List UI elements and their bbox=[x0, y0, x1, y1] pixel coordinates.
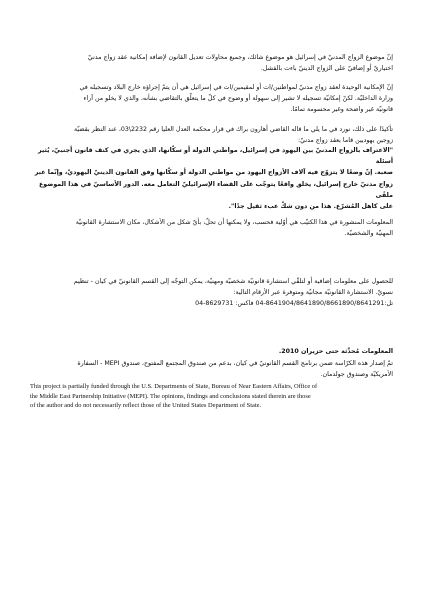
text-line: إنّ موضوع الزواج المدنيّ في إسرائيل هو موضوع شائك، وجميع محاولات تعديل القانون لإضافة إمكانية عقد زواج مدنيّ bbox=[87, 54, 393, 61]
text-line: تمّ إصدار هذه الكرّاسة ضمن برنامج القسم القانونيّ في كيان، بدعم من صندوق المجتمع المفتوح، صندوق MEPI - السفارة bbox=[77, 360, 393, 367]
funding-note-english bbox=[30, 382, 393, 411]
text-line: of the author and do not necessarily reflect those of the United States Department of State. bbox=[30, 402, 262, 410]
paragraph-court-ruling bbox=[30, 124, 393, 146]
text-line: إنّ الإمكانية الوحيدة لعقد زواج مدنيّ لمواطنين/ات أو لمقيمين/ات في إسرائيل هي أن يتمّ إجراؤه خارج البلاد وتسجيله في bbox=[79, 84, 393, 91]
text-line: الأمريكيّة وصندوق جولدمان. bbox=[320, 371, 393, 379]
text-line: نسويّ. الاستشارة القانونيّة مجانيّة ومتوفرة عبر الأرقام التالية: bbox=[233, 289, 393, 297]
contact-numbers: تل:8641904/8641890/8661890/8641291-04 فاكس: 8629731-04 bbox=[195, 300, 393, 308]
text-line: تأكيدًا على ذلك، نورد في ما يلي ما قاله القاضي أهارون براك في قرار محكمة العدل العليا رقم 2232\03، عند النظر بقضيّة bbox=[74, 126, 393, 133]
text-line: "الاعتراف بالزواج المدنيّ بين اليهود في إسرائيل، مواطني الدولة أو سكّانها، الذي يجري في كنف قانون أجنبيّ، يُثير أسئلة bbox=[38, 147, 393, 166]
text-line: زوجين يهوديين قاما بعقد زواج مدنيّ: bbox=[297, 137, 393, 145]
text-line: المهنيّة والشخصيّة. bbox=[344, 230, 393, 238]
paragraph-contact bbox=[30, 276, 393, 310]
paragraph-disclaimer bbox=[30, 217, 393, 239]
text-line: This project is partially funded through the U.S. Departments of State, Bureau of Near Eastern Affairs, Office of bbox=[30, 383, 318, 390]
funding-note-arabic bbox=[30, 358, 393, 380]
paragraph-civil-marriage-intro bbox=[30, 52, 393, 74]
text-line: المعلومات المنشورة في هذا الكتيّب هي أوّلية فحسب، ولا يمكنها أن تحلّ، بأيّ شكل من الأشكال، مكان الاستشارة القانونيّة bbox=[75, 219, 393, 226]
paragraph-abroad-registration bbox=[30, 82, 393, 116]
text-line: وزارة الداخليّة. لكنّ إمكانيّة تسجيله لا تشير إلى سهولة أو وضوح في كلّ ما يتعلّق بالتقاضي بشأنه، والذي لا يخلو من آراء bbox=[83, 95, 393, 103]
text-line: قانونيّة غير واضحة وغير محسومة تمامًا. bbox=[290, 106, 393, 114]
text-line: اختياريّ أو إضافيّ على الزواج الدينيّ باءت بالفشل. bbox=[260, 65, 393, 73]
text-line: على كاهل المُشرّع. هذا من دون شكّ عبء ثقيل جدًا". bbox=[228, 203, 393, 211]
text-line: the Middle East Partnership Initiative (MEPI). The opinions, findings and conclusions stated therein are those bbox=[30, 392, 311, 400]
text-line: للحصول على معلومات إضافية أو لتلقّي استشارة قانونيّة شخصيّة ومهنيّة، يمكن التوجّه إلى القسم القانونيّ في كيان - تنظيم bbox=[73, 278, 393, 285]
text-line: زواج مدنيّ خارج إسرائيل، يخلق واقعًا يتوجّب على القضاء الإسرائيليّ التعامل معه. الدور الأساسيّ في هذا الموضوع ملقًى bbox=[39, 180, 393, 199]
judge-quote bbox=[30, 145, 393, 212]
text-line: المعلومات مُحدَّثة حتى حزيران 2010. bbox=[278, 348, 393, 355]
updated-date bbox=[30, 346, 393, 357]
text-line: صعبة. إنّ وضعًا لا يتزوّج فيه آلاف الأزواج اليهود من مواطني الدولة أو سكّانها وفق القانون الدينيّ اليهوديّ، وإنّما عبر bbox=[34, 169, 393, 177]
